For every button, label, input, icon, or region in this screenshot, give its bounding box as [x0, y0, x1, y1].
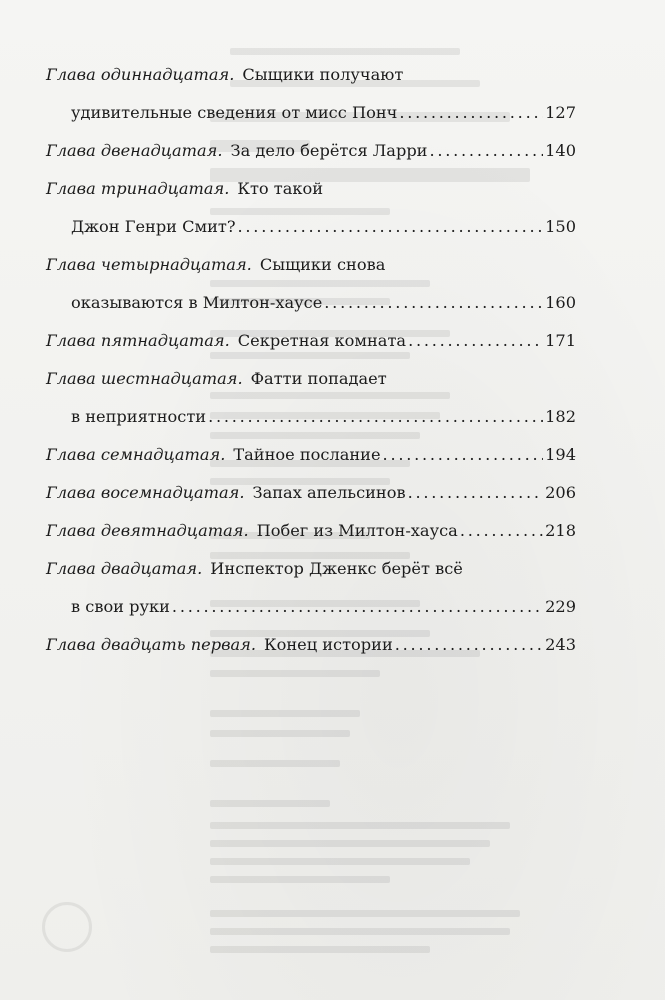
toc-entry[interactable] [46, 246, 576, 322]
dot-leader [238, 208, 544, 246]
chapter-number: Глава тринадцатая. [46, 179, 230, 198]
page-number: 206 [545, 483, 576, 502]
toc-entry[interactable] [46, 474, 576, 512]
toc-entry[interactable] [46, 56, 576, 132]
chapter-title-continued: в свои руки [71, 597, 170, 616]
chapter-number: Глава двадцать первая. [46, 635, 257, 654]
toc-entry[interactable] [46, 512, 576, 550]
chapter-number: Глава шестнадцатая. [46, 369, 243, 388]
page-number: 171 [545, 331, 576, 350]
toc-entry[interactable] [46, 550, 576, 626]
dot-leader [395, 626, 543, 664]
page-number: 150 [545, 217, 576, 236]
dot-leader [429, 132, 543, 170]
dot-leader [399, 94, 543, 132]
chapter-number: Глава девятнадцатая. [46, 521, 249, 540]
chapter-title: Запах апельсинов [252, 483, 406, 502]
page-number: 194 [545, 445, 576, 464]
dot-leader [324, 284, 543, 322]
page-number: 229 [545, 597, 576, 616]
dot-leader [408, 474, 544, 512]
toc-entry[interactable] [46, 170, 576, 246]
toc-entry[interactable] [46, 322, 576, 360]
chapter-title-continued: в неприятности [71, 407, 207, 426]
chapter-number: Глава семнадцатая. [46, 445, 226, 464]
chapter-title-continued: Джон Генри Смит? [71, 217, 236, 236]
page-number: 243 [545, 635, 576, 654]
chapter-number: Глава двенадцатая. [46, 141, 223, 160]
chapter-title: Секретная комната [237, 331, 407, 350]
dot-leader [172, 588, 543, 626]
chapter-title: За дело берётся Ларри [230, 141, 428, 160]
page-number: 140 [545, 141, 576, 160]
dot-leader [383, 436, 544, 474]
chapter-title: Кто такой [237, 179, 324, 198]
table-of-contents [46, 56, 576, 664]
page-number: 160 [545, 293, 576, 312]
chapter-title: Сыщики снова [259, 255, 386, 274]
publisher-seal-icon [42, 902, 92, 952]
chapter-number: Глава двадцатая. [46, 559, 203, 578]
page-number: 218 [545, 521, 576, 540]
toc-entry[interactable] [46, 132, 576, 170]
toc-entry[interactable] [46, 360, 576, 436]
chapter-title: Фатти попадает [250, 369, 387, 388]
chapter-title: Побег из Милтон-хауса [256, 521, 458, 540]
dot-leader [408, 322, 543, 360]
chapter-title: Инспектор Дженкс берёт всё [210, 559, 463, 578]
chapter-title: Тайное послание [233, 445, 381, 464]
chapter-title-continued: удивительные сведения от мисс Понч [71, 103, 398, 122]
chapter-title: Конец истории [264, 635, 393, 654]
chapter-number: Глава четырнадцатая. [46, 255, 252, 274]
chapter-number: Глава пятнадцатая. [46, 331, 230, 350]
chapter-title-continued: оказываются в Милтон-хаусе [71, 293, 323, 312]
chapter-number: Глава восемнадцатая. [46, 483, 245, 502]
chapter-title: Сыщики получают [242, 65, 404, 84]
toc-entry[interactable] [46, 626, 576, 664]
dot-leader [208, 398, 543, 436]
page-number: 127 [545, 103, 576, 122]
dot-leader [460, 512, 543, 550]
chapter-number: Глава одиннадцатая. [46, 65, 235, 84]
page-number: 182 [545, 407, 576, 426]
toc-entry[interactable] [46, 436, 576, 474]
